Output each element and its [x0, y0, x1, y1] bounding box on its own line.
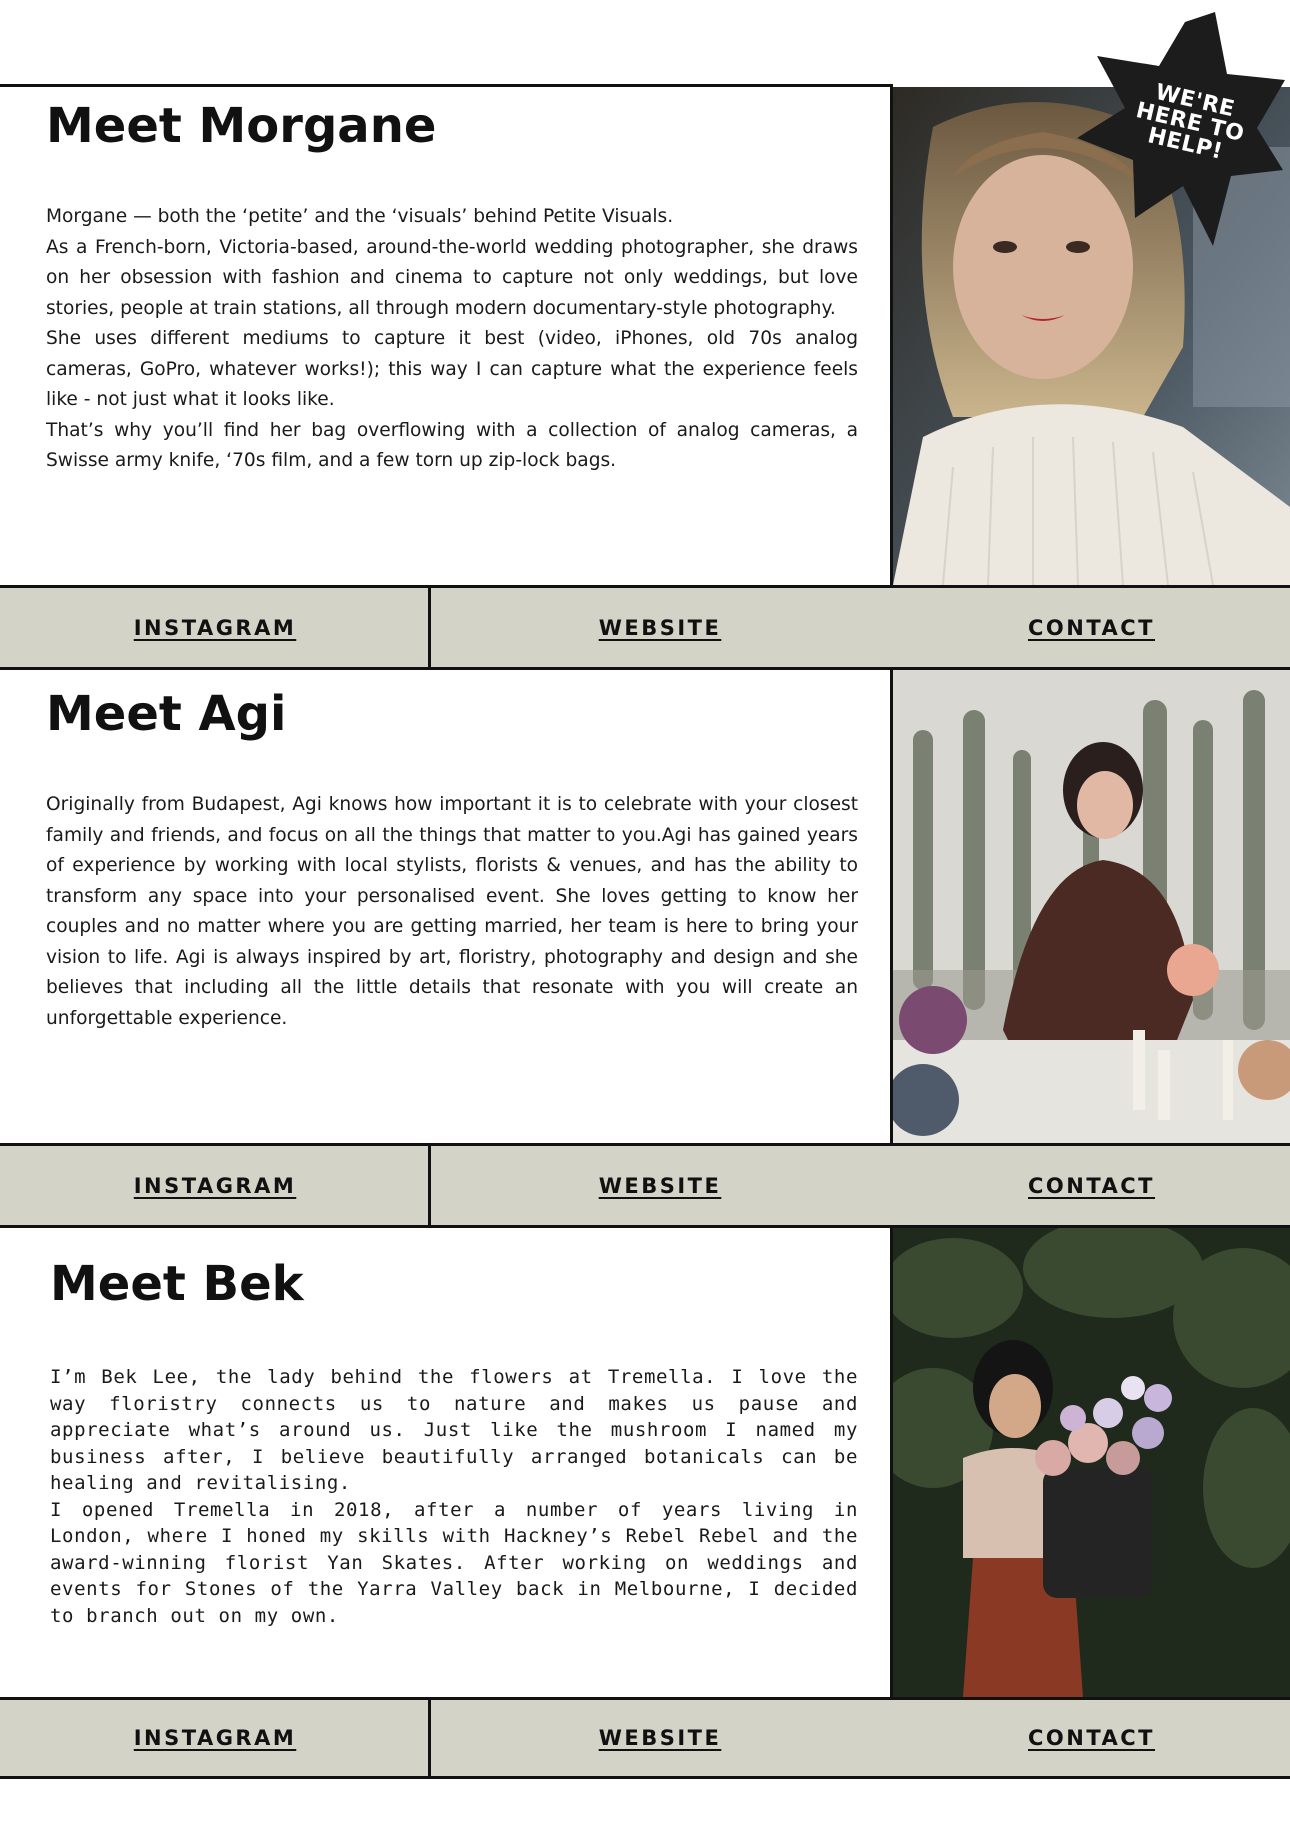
contact-link[interactable]: CONTACT — [1027, 1173, 1156, 1198]
portrait-agi — [893, 670, 1290, 1143]
link-row — [0, 588, 1290, 667]
contact-link[interactable]: CONTACT — [1027, 615, 1156, 640]
contact-link[interactable]: CONTACT — [1027, 1726, 1156, 1750]
link-row — [0, 1700, 1290, 1776]
divider — [428, 1700, 431, 1776]
instagram-link[interactable]: INSTAGRAM — [133, 1173, 297, 1198]
bio-paragraph: I opened Tremella in 2018, after a number of years living in London, where I honed my skills with Hackney’s Rebel Rebel and the award-winning florist Yan Skates. After working on weddings and events for Stones of the Yarra Valley back in Melbourne, I decided to branch out on my own. — [50, 1498, 858, 1627]
website-link[interactable]: WEBSITE — [598, 1726, 722, 1750]
divider — [0, 84, 893, 87]
section-title: Meet Morgane — [46, 98, 437, 154]
website-link[interactable]: WEBSITE — [598, 615, 722, 640]
bio-paragraph: Morgane — both the ‘petite’ and the ‘visuals’ behind Petite Visuals. — [46, 206, 674, 227]
bio-bek — [50, 1364, 858, 1629]
bio-paragraph: That’s why you’ll find her bag overflowing with a collection of analog cameras, a Swisse army knife, ‘70s film, and a few torn up zip-lock bags. — [46, 419, 858, 471]
section-morgane — [46, 98, 858, 154]
section-title: Meet Agi — [46, 686, 287, 742]
section-agi — [46, 686, 858, 742]
link-row — [0, 1146, 1290, 1225]
divider — [428, 588, 431, 667]
divider — [0, 1776, 1290, 1779]
bio-paragraph: Originally from Budapest, Agi knows how important it is to celebrate with your closest family and friends, and focus on all the things that matter to you.Agi has gained years of experience by working with local stylists, florists & venues, and has the ability to transform any space into your personalised event. She loves getting to know her couples and no matter where you are getting married, her team is here to bring your vision to life. Agi is always inspired by art, floristry, photography and design and she believes that including all the little details that resonate with you will create an unforgettable experience. — [46, 794, 858, 1029]
bio-agi — [46, 790, 858, 1034]
bio-paragraph: She uses different mediums to capture it best (video, iPhones, old 70s analog cameras, GoPro, whatever works!); this way I can capture what the experience feels like - not just what it looks like. — [46, 328, 858, 410]
instagram-link[interactable]: INSTAGRAM — [133, 615, 297, 640]
bio-paragraph: I’m Bek Lee, the lady behind the flowers at Tremella. I love the way floristry connects us to nature and makes us pause and appreciate what’s around us. Just like the mushroom I named my business after, I believe beautifully arranged botanicals can be healing and revitalising. — [50, 1366, 858, 1494]
website-link[interactable]: WEBSITE — [598, 1173, 722, 1198]
divider — [428, 1146, 431, 1225]
bio-morgane — [46, 202, 858, 477]
badge-label: WE'RE HERE TO HELP! — [1133, 79, 1247, 165]
instagram-link[interactable]: INSTAGRAM — [133, 1726, 297, 1750]
portrait-bek — [893, 1228, 1290, 1697]
section-bek — [46, 1256, 858, 1312]
section-title: Meet Bek — [50, 1256, 304, 1312]
bio-paragraph: As a French-born, Victoria-based, around-the-world wedding photographer, she draws on her obsession with fashion and cinema to capture not only weddings, but love stories, people at train stations, all through modern documentary-style photography. — [46, 236, 858, 319]
